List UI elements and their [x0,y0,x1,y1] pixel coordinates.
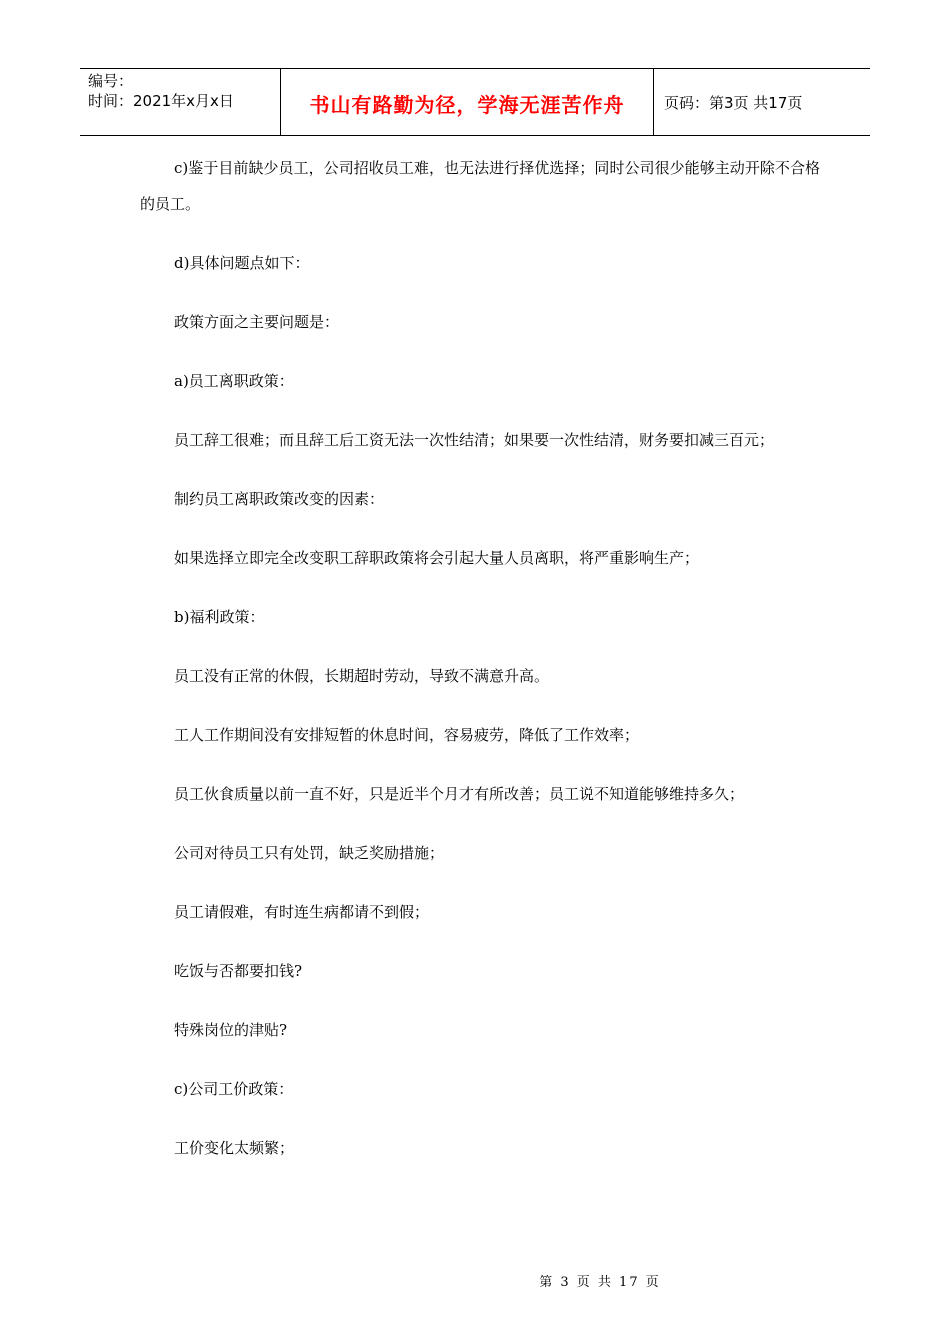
document-date-label: 时间：2021年x月x日 [88,92,234,110]
body-paragraph: 特殊岗位的津贴? [174,1021,288,1039]
body-paragraph: 员工请假难，有时连生病都请不到假； [174,903,430,921]
body-paragraph: 如果选择立即完全改变职工辞职政策将会引起大量人员离职，将严重影响生产； [174,549,700,567]
header-page-info: 页码：第3页 共17页 [664,93,803,112]
body-paragraph: 员工辞工很难；而且辞工后工资无法一次性结清；如果要一次性结清，财务要扣减三百元； [174,431,775,449]
document-number-label: 编号： [88,72,134,90]
body-paragraph: 员工伙食质量以前一直不好，只是近半个月才有所改善；员工说不知道能够维持多久； [174,785,745,803]
body-paragraph: 制约员工离职政策改变的因素： [174,490,385,508]
body-paragraph: c)公司工价政策： [174,1080,294,1098]
body-paragraph: 政策方面之主要问题是： [174,313,340,331]
body-paragraph: 工人工作期间没有安排短暂的休息时间，容易疲劳，降低了工作效率； [174,726,640,744]
header-meta-cell [80,69,281,135]
body-paragraph: 公司对待员工只有处罚，缺乏奖励措施； [174,844,445,862]
body-paragraph: 员工没有正常的休假，长期超时劳动，导致不满意升高。 [174,667,550,685]
header-motto: 书山有路勤为径，学海无涯苦作舟 [281,69,654,135]
body-paragraph: 吃饭与否都要扣钱? [174,962,303,980]
page-header [80,68,870,136]
body-paragraph: b)福利政策： [174,608,265,626]
body-paragraph: 工价变化太频繁； [174,1139,295,1157]
document-body [140,150,820,1189]
body-paragraph: a)员工离职政策： [174,372,294,390]
body-paragraph: d)具体问题点如下： [174,254,310,272]
footer-page-number: 第 3 页 共 17 页 [539,1275,661,1290]
page-footer [0,1271,950,1290]
body-paragraph: c)鉴于目前缺少员工，公司招收员工难，也无法进行择优选择；同时公司很少能够主动开除不合格的员工。 [140,159,820,213]
